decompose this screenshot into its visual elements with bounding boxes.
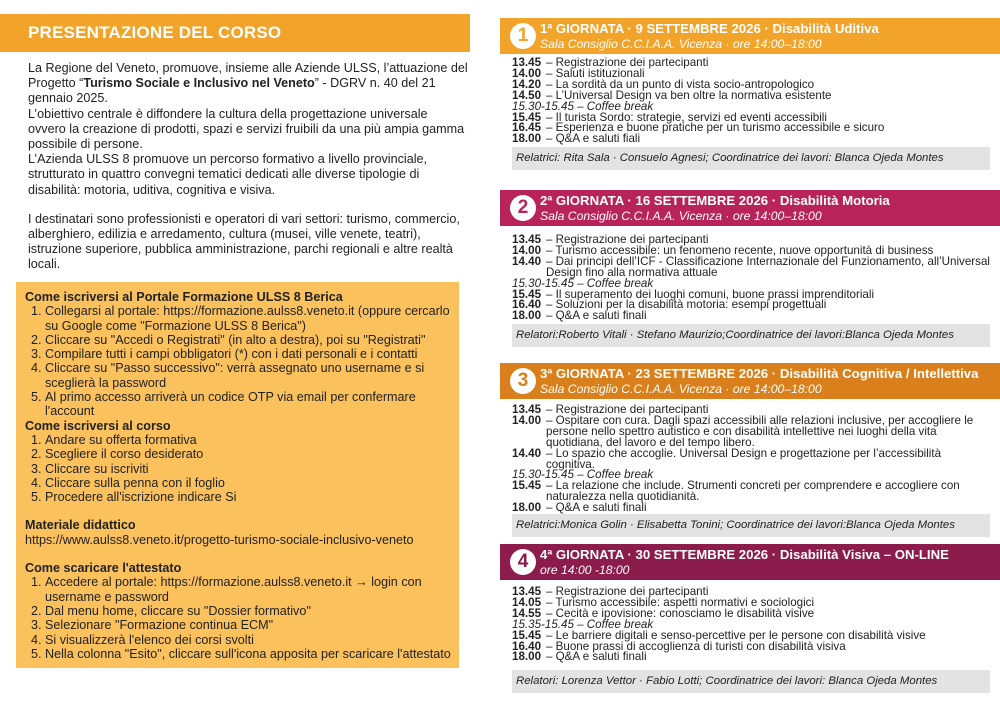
list-item: 3. Selezionare "Formazione continua ECM": [45, 618, 455, 632]
schedule-description: – Cecità e ipovisione: conosciamo le disabilità visive: [546, 606, 815, 620]
day-number-badge: 2: [510, 195, 536, 221]
day-schedule: [512, 58, 992, 145]
day-schedule: [512, 587, 992, 663]
list-item: 3. Compilare tutti i campi obbligatori (*) con i dati personali e i contatti: [45, 347, 455, 361]
schedule-description: – Ospitare con cura. Dagli spazi accessibili alle relazioni inclusive, per accogliere le persone nello spettro autistico e con disabilità intellettive nei luoghi della vita quotidiana, del lavoro e del tempo libero.: [546, 413, 974, 449]
schedule-row: [512, 481, 992, 503]
list-item: 4. Si visualizzerà l'elenco dei corsi svolti: [45, 633, 455, 647]
day-title: 4ª GIORNATA · 30 SETTEMBRE 2026 · Disabilità Visiva – ON-LINE: [540, 547, 949, 562]
day-number-badge: 4: [510, 549, 536, 575]
schedule-time: 16.40: [512, 298, 542, 312]
left-title-bar: [0, 14, 470, 52]
day-venue: Sala Consiglio C.C.I.A.A. Vicenza · ore 14:00–18:00: [540, 382, 822, 396]
schedule-time: 14.05: [512, 595, 542, 609]
page-title: PRESENTAZIONE DEL CORSO: [28, 23, 282, 42]
schedule-time: 18.00: [512, 309, 542, 323]
schedule-time: 13.45: [512, 585, 542, 598]
schedule-description: – Q&A e saluti finali: [546, 650, 647, 664]
list-item: 2. Dal menu home, cliccare su "Dossier formativo": [45, 604, 455, 618]
schedule-time: 14.20: [512, 77, 542, 91]
intro-paragraph-4: I destinatari sono professionisti e operatori di vari settori: turismo, commercio, alberghiero, edilizia e arredamento, cultura (musei, ville venete, teatri), istruzione superiore, pubblica amministrazione, parchi regionali e altre realtà locali.: [28, 211, 460, 272]
schedule-row: [512, 254, 992, 279]
day-venue: Sala Consiglio C.C.I.A.A. Vicenza · ore 14:00–18:00: [540, 209, 822, 223]
schedule-description: – Buone prassi di accoglienza di turisti con disabilità visiva: [546, 639, 846, 653]
schedule-description: – Registrazione dei partecipanti: [546, 233, 709, 246]
schedule-description: – Il turista Sordo: strategie, servizi ed eventi accessibili: [546, 110, 827, 124]
list-item: 1. Andare su offerta formativa: [45, 433, 455, 447]
schedule-row: 15.35-15.45 – Coffee break: [512, 617, 654, 631]
schedule-description: – La relazione che include. Strumenti concreti per comprendere e accogliere con naturalezza nella quotidianità.: [546, 479, 960, 504]
day-header: [500, 544, 1000, 580]
day-speakers: Relatori: Lorenza Vettor · Fabio Lotti; Coordinatrice dei lavori: Blanca Ojeda Montes: [512, 670, 990, 693]
schedule-time: 15.45: [512, 110, 542, 124]
schedule-description: – Turismo accessibile: un fenomeno recente, nuove opportunità di business: [546, 243, 934, 257]
list-item: 5. Nella colonna "Esito", cliccare sull'icona apposita per scaricare l'attestato: [45, 647, 455, 661]
schedule-row: [512, 652, 992, 663]
list-item: 2. Scegliere il corso desiderato: [45, 447, 455, 461]
schedule-row: [512, 413, 992, 449]
schedule-description: – Lo spazio che accoglie. Universal Design e progettazione per l’accessibilità cognitiva.: [546, 446, 942, 471]
list-item: 1. Collegarsi al portale: https://formazione.aulss8.veneto.it (oppure cercarlo su Google come "Formazione ULSS 8 Berica"): [45, 304, 455, 333]
day-title: 2ª GIORNATA · 16 SETTEMBRE 2026 · Disabilità Motoria: [540, 193, 890, 208]
intro-paragraph-1: La Regione del Veneto, promuove, insieme alle Aziende ULSS, l’attuazione del Progetto “Turismo Sociale e Inclusivo nel Veneto” - DGRV n. 40 del 21 gennaio 2025.: [28, 61, 468, 106]
project-name: Turismo Sociale e Inclusivo nel Veneto: [83, 76, 315, 91]
day-title: 1ª GIORNATA · 9 SETTEMBRE 2026 · Disabilità Uditiva: [540, 21, 879, 36]
day-header: [500, 190, 1000, 226]
schedule-row: 15.30-15.45 – Coffee break: [512, 468, 654, 482]
schedule-time: 18.00: [512, 650, 542, 664]
schedule-time: 14.00: [512, 66, 542, 80]
day-schedule: [512, 235, 992, 322]
schedule-time: 13.45: [512, 403, 542, 416]
day-number-badge: 1: [510, 23, 536, 49]
schedule-time: 14.00: [512, 243, 542, 257]
schedule-time: 15.45: [512, 479, 542, 493]
list-item: 5. Al primo accesso arriverà un codice OTP via email per confermare l'account: [45, 390, 455, 419]
schedule-time: 14.40: [512, 446, 542, 460]
day-schedule: [512, 405, 992, 514]
schedule-time: 14.40: [512, 254, 542, 268]
schedule-description: – Registrazione dei partecipanti: [546, 585, 709, 598]
schedule-row: [512, 134, 992, 145]
intro-paragraph-2: L’obiettivo centrale è diffondere la cultura della progettazione universale ovvero la creazione di prodotti, spazi e servizi fruibili da una più ampia gamma possibile di persone.: [28, 106, 465, 152]
schedule-time: 14.50: [512, 88, 542, 102]
certificate-heading: Come scaricare l'attestato: [25, 561, 182, 576]
list-item: 5. Procedere all'iscrizione indicare Si: [45, 490, 455, 504]
info-box: [16, 282, 459, 668]
schedule-row: 15.30-15.45 – Coffee break: [512, 99, 654, 113]
list-item: 1. Accedere al portale: https://formazione.aulss8.veneto.it → login con username e password: [45, 575, 455, 604]
schedule-row: [512, 446, 992, 471]
day-number-badge: 3: [510, 368, 536, 394]
day-speakers: Relatrici:Monica Golin · Elisabetta Tonini; Coordinatrice dei lavori:Blanca Ojeda Montes: [512, 514, 990, 537]
day-header: [500, 18, 1000, 54]
schedule-description: – L’Universal Design va ben oltre la normativa esistente: [546, 88, 832, 102]
schedule-row: [512, 503, 992, 514]
schedule-time: 18.00: [512, 132, 542, 146]
day-venue: ore 14:00 -18:00: [540, 563, 630, 577]
certificate-list: [25, 575, 455, 661]
schedule-time: 16.45: [512, 121, 542, 135]
list-item: 4. Cliccare sulla penna con il foglio: [45, 476, 455, 490]
schedule-description: – Q&A e saluti finali: [546, 501, 647, 515]
schedule-description: – Soluzioni per la disabilità motoria: esempi progettuali: [546, 298, 827, 312]
materials-heading: Materiale didattico: [25, 518, 136, 533]
schedule-description: – Le barriere digitali e senso-percettive per le persone con disabilità visive: [546, 628, 926, 642]
schedule-description: – Il superamento dei luoghi comuni, buone prassi imprenditoriali: [546, 287, 875, 301]
day-venue: Sala Consiglio C.C.I.A.A. Vicenza · ore 14:00–18:00: [540, 37, 822, 51]
course-registration-heading: Come iscriversi al corso: [25, 418, 171, 433]
schedule-time: 14.55: [512, 606, 542, 620]
day-speakers: Relatori:Roberto Vitali · Stefano Maurizio;Coordinatrice dei lavori:Blanca Ojeda Montes: [512, 324, 990, 347]
schedule-row: 15.30-15.45 – Coffee break: [512, 276, 654, 290]
intro-paragraph-3: L’Azienda ULSS 8 promuove un percorso formativo a livello provinciale, strutturato in quattro convegni tematici dedicati alle diverse tipologie di disabilità: motoria, uditiva, cognitiva e visiva.: [28, 152, 428, 197]
schedule-time: 13.45: [512, 233, 542, 246]
day-title: 3ª GIORNATA · 23 SETTEMBRE 2026 · Disabilità Cognitiva / Intellettiva: [540, 366, 979, 381]
list-item: 3. Cliccare su iscriviti: [45, 462, 455, 476]
day-speakers: Relatrici: Rita Sala · Consuelo Agnesi; Coordinatrice dei lavori: Blanca Ojeda Montes: [512, 147, 990, 170]
schedule-description: – Q&A e saluti finali: [546, 309, 647, 323]
schedule-description: – Saluti istituzionali: [546, 66, 645, 80]
schedule-time: 15.45: [512, 628, 542, 642]
course-registration-list: [25, 433, 455, 504]
schedule-description: – Q&A e saluti fiali: [546, 132, 641, 146]
schedule-description: – La sordità da un punto di vista socio-antropologico: [546, 77, 815, 91]
schedule-time: 13.45: [512, 56, 542, 69]
schedule-time: 15.45: [512, 287, 542, 301]
materials-link[interactable]: https://www.aulss8.veneto.it/progetto-turismo-sociale-inclusivo-veneto: [25, 532, 414, 547]
schedule-description: – Registrazione dei partecipanti: [546, 403, 709, 416]
schedule-description: – Esperienza e buone pratiche per un turismo accessibile e sicuro: [546, 121, 885, 135]
list-item: 2. Cliccare su "Accedi o Registrati" (in alto a destra), poi su "Registrati": [45, 333, 455, 347]
schedule-time: 18.00: [512, 501, 542, 515]
schedule-description: – Turismo accessibile: aspetti normativi e sociologici: [546, 595, 815, 609]
intro-text: [28, 61, 468, 273]
list-item: 4. Cliccare su "Passo successivo": verrà assegnato uno username e si sceglierà la password: [45, 361, 455, 390]
portal-registration-heading: Come iscriversi al Portale Formazione ULSS 8 Berica: [25, 290, 343, 304]
portal-registration-list: [25, 304, 455, 418]
day-header: [500, 363, 1000, 399]
schedule-description: – Dai principi dell’ICF - Classificazione Internazionale del Funzionamento, all’Universal Design fino alla normativa attuale: [546, 254, 990, 279]
schedule-time: 14.00: [512, 413, 542, 427]
schedule-row: [512, 311, 992, 322]
schedule-description: – Registrazione dei partecipanti: [546, 56, 709, 69]
schedule-time: 16.40: [512, 639, 542, 653]
